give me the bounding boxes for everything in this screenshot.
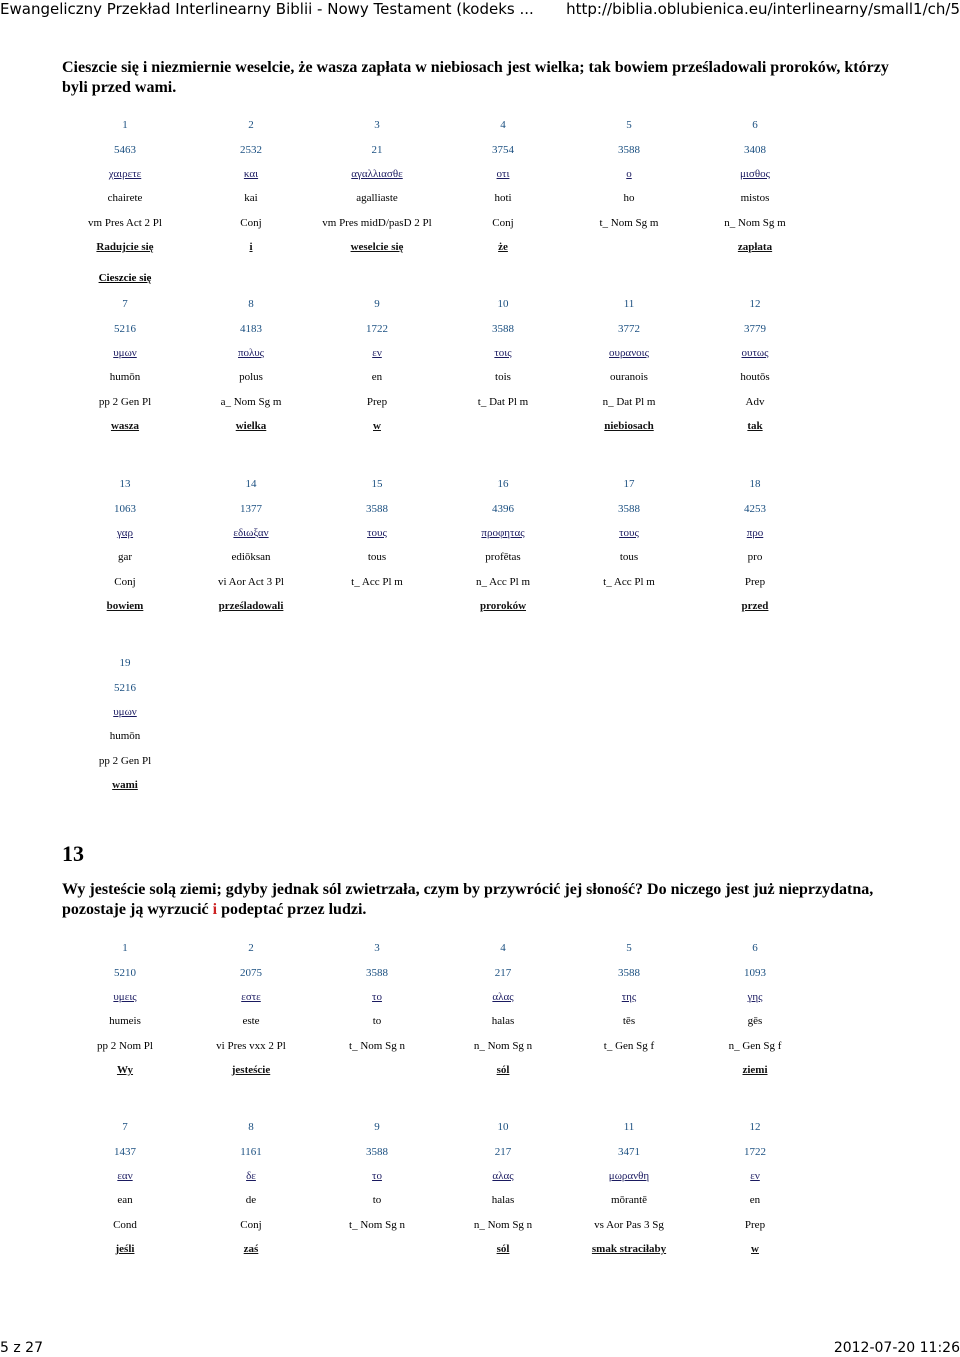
greek-word[interactable]: υμεις bbox=[113, 990, 137, 1003]
transliteration-row bbox=[62, 724, 818, 748]
polish-word[interactable]: wami bbox=[112, 779, 138, 792]
morphology-row bbox=[62, 1034, 818, 1058]
strong-number[interactable]: 3588 bbox=[618, 143, 640, 156]
word-number: 1 bbox=[122, 942, 128, 955]
transliteration: to bbox=[372, 1015, 382, 1028]
morphology: t_ Dat Pl m bbox=[477, 395, 529, 408]
transliteration: humōn bbox=[109, 371, 141, 384]
transliteration-row bbox=[62, 1188, 818, 1212]
morphology: n_ Nom Sg m bbox=[724, 216, 786, 229]
word-number: 9 bbox=[374, 1121, 380, 1134]
morphology: a_ Nom Sg m bbox=[220, 395, 282, 408]
strong-number[interactable]: 3408 bbox=[744, 143, 766, 156]
transliteration: hoti bbox=[494, 192, 512, 205]
morphology: Prep bbox=[744, 575, 766, 588]
polish-word[interactable]: zapłata bbox=[737, 241, 773, 254]
transliteration: tous bbox=[619, 551, 639, 564]
greek-word[interactable]: εδιωξαν bbox=[233, 526, 269, 539]
greek-word-row bbox=[62, 521, 818, 545]
strong-number[interactable]: 2075 bbox=[240, 966, 262, 979]
word-number: 13 bbox=[119, 478, 131, 491]
transliteration: houtōs bbox=[740, 371, 770, 384]
morphology: vm Pres Act 2 Pl bbox=[88, 216, 162, 229]
polish-word-row bbox=[62, 594, 818, 618]
greek-word[interactable]: εαν bbox=[117, 1169, 133, 1182]
word-number: 12 bbox=[749, 1121, 761, 1134]
strong-number[interactable]: 1161 bbox=[240, 1145, 262, 1158]
greek-word[interactable]: πολυς bbox=[238, 346, 264, 359]
word-number: 9 bbox=[374, 298, 380, 311]
interlinear-block bbox=[62, 472, 818, 618]
word-number: 5 bbox=[626, 119, 632, 132]
morphology: pp 2 Gen Pl bbox=[98, 754, 152, 767]
morphology: n_ Acc Pl m bbox=[475, 575, 531, 588]
polish-word[interactable]: wasza bbox=[110, 420, 140, 433]
greek-word-row bbox=[62, 162, 818, 186]
strong-number-row bbox=[62, 675, 818, 699]
greek-word[interactable]: υμων bbox=[113, 705, 137, 718]
polish-word[interactable]: wielka bbox=[235, 420, 267, 433]
polish-word[interactable]: niebiosach bbox=[604, 420, 654, 433]
polish-word-row bbox=[62, 1058, 818, 1082]
verse-number: 13 bbox=[62, 841, 84, 866]
polish-word[interactable]: w bbox=[751, 1243, 759, 1256]
word-number: 19 bbox=[119, 657, 131, 670]
word-number: 17 bbox=[623, 478, 635, 491]
strong-number[interactable]: 5210 bbox=[114, 966, 136, 979]
greek-word[interactable]: προ bbox=[746, 526, 764, 539]
greek-word[interactable]: δε bbox=[246, 1169, 256, 1182]
strong-number[interactable]: 3754 bbox=[492, 143, 514, 156]
strong-number[interactable]: 217 bbox=[494, 1145, 512, 1158]
greek-word[interactable]: προφητας bbox=[481, 526, 525, 539]
interlinear-block bbox=[62, 1115, 818, 1261]
greek-word[interactable]: τοις bbox=[494, 346, 512, 359]
word-number: 8 bbox=[248, 298, 254, 311]
transliteration: tois bbox=[495, 371, 511, 384]
word-number: 12 bbox=[749, 298, 761, 311]
verse-13-text: Wy jesteście solą ziemi; gdyby jednak sól zwietrzała, czym by przywrócić jej słoność? Do niczego jest już nieprzydatna, pozostaje ją wyrzucić i podeptać przez ludzi. bbox=[62, 881, 874, 918]
strong-number[interactable]: 3588 bbox=[366, 1145, 388, 1158]
morphology: pp 2 Nom Pl bbox=[97, 1039, 153, 1052]
transliteration: mistos bbox=[740, 192, 770, 205]
transliteration-row bbox=[62, 365, 818, 389]
word-number-row bbox=[62, 472, 818, 496]
polish-word[interactable]: smak straciłaby bbox=[591, 1243, 667, 1256]
greek-word[interactable]: εν bbox=[372, 346, 382, 359]
word-number-row bbox=[62, 292, 818, 316]
greek-word[interactable]: οτι bbox=[496, 167, 510, 180]
polish-word[interactable]: proroków bbox=[479, 600, 527, 613]
transliteration: humeis bbox=[109, 1015, 141, 1028]
greek-word[interactable]: εν bbox=[750, 1169, 760, 1182]
polish-word[interactable]: w bbox=[373, 420, 381, 433]
polish-word[interactable]: zaś bbox=[243, 1243, 259, 1256]
transliteration: to bbox=[372, 1194, 382, 1207]
word-number: 18 bbox=[749, 478, 761, 491]
strong-number[interactable]: 3588 bbox=[366, 966, 388, 979]
greek-word[interactable]: της bbox=[621, 990, 637, 1003]
strong-number[interactable]: 3779 bbox=[744, 322, 766, 335]
word-number: 3 bbox=[374, 119, 380, 132]
word-number-row bbox=[62, 1115, 818, 1139]
morphology: t_ Acc Pl m bbox=[351, 575, 403, 588]
greek-word[interactable]: αγαλλιασθε bbox=[351, 167, 403, 180]
polish-word-row bbox=[62, 414, 818, 438]
greek-word[interactable]: ο bbox=[626, 167, 632, 180]
page-number: 5 z 27 bbox=[0, 1340, 43, 1356]
morphology: t_ Acc Pl m bbox=[603, 575, 655, 588]
morphology: Cond bbox=[113, 1218, 137, 1231]
morphology: Conj bbox=[240, 1218, 262, 1231]
polish-word[interactable]: przed bbox=[741, 600, 769, 613]
transliteration: halas bbox=[491, 1194, 515, 1207]
polish-word-row bbox=[62, 1237, 818, 1261]
page-header-title: Ewangeliczny Przekład Interlinearny Biblii - Nowy Testament (kodeks ... bbox=[0, 0, 534, 18]
page-header-url[interactable]: http://biblia.oblubienica.eu/interlinearny/small1/ch/5 bbox=[566, 0, 960, 18]
strong-number[interactable]: 1722 bbox=[744, 1145, 766, 1158]
morphology-row bbox=[62, 211, 818, 235]
polish-word[interactable]: i bbox=[249, 241, 253, 254]
strong-number[interactable]: 217 bbox=[494, 966, 512, 979]
strong-number[interactable]: 1063 bbox=[114, 502, 136, 515]
word-number: 7 bbox=[122, 1121, 128, 1134]
word-number: 6 bbox=[752, 942, 758, 955]
polish-word[interactable]: weselcie się bbox=[350, 241, 404, 254]
word-number: 7 bbox=[122, 298, 128, 311]
polish-word-row bbox=[62, 235, 818, 259]
strong-number[interactable]: 5463 bbox=[114, 143, 136, 156]
strong-number[interactable]: 1722 bbox=[366, 322, 388, 335]
transliteration-row bbox=[62, 186, 818, 210]
interlinear-block bbox=[62, 651, 818, 797]
morphology: t_ Nom Sg n bbox=[349, 1218, 405, 1231]
strong-number[interactable]: 5216 bbox=[114, 322, 136, 335]
morphology: Conj bbox=[114, 575, 136, 588]
strong-number[interactable]: 21 bbox=[371, 143, 383, 156]
morphology: t_ Nom Sg m bbox=[599, 216, 659, 229]
word-number: 10 bbox=[497, 1121, 509, 1134]
polish-word[interactable]: że bbox=[498, 241, 508, 254]
morphology: vi Pres vxx 2 Pl bbox=[216, 1039, 286, 1052]
word-number: 2 bbox=[248, 942, 254, 955]
word-number: 8 bbox=[248, 1121, 254, 1134]
strong-number-row bbox=[62, 960, 818, 984]
greek-word[interactable]: αλας bbox=[492, 1169, 514, 1182]
strong-number-row bbox=[62, 137, 818, 161]
highlighted-word: i bbox=[212, 901, 218, 918]
transliteration: en bbox=[749, 1194, 761, 1207]
polish-word[interactable]: tak bbox=[747, 420, 763, 433]
transliteration: ho bbox=[623, 192, 635, 205]
morphology: Conj bbox=[492, 216, 514, 229]
strong-number[interactable]: 4253 bbox=[744, 502, 766, 515]
transliteration: pro bbox=[747, 551, 763, 564]
polish-word[interactable]: prześladowali bbox=[218, 600, 284, 613]
verse-12-text: Cieszcie się i niezmiernie weselcie, że wasza zapłata w niebiosach jest wielka; tak bowiem prześladowali proroków, którzy byli przed wami. bbox=[62, 59, 889, 96]
transliteration: este bbox=[242, 1015, 260, 1028]
greek-word[interactable]: το bbox=[372, 990, 382, 1003]
word-number: 4 bbox=[500, 942, 506, 955]
strong-number-row bbox=[62, 316, 818, 340]
morphology: vm Pres midD/pasD 2 Pl bbox=[322, 216, 432, 229]
greek-word[interactable]: μισθος bbox=[740, 167, 770, 180]
morphology: pp 2 Gen Pl bbox=[98, 395, 152, 408]
morphology: Prep bbox=[366, 395, 388, 408]
polish-extra[interactable]: Cieszcie się bbox=[98, 272, 152, 284]
strong-number[interactable]: 5216 bbox=[114, 681, 136, 694]
word-number: 10 bbox=[497, 298, 509, 311]
transliteration: humōn bbox=[109, 730, 141, 743]
strong-number[interactable]: 1437 bbox=[114, 1145, 136, 1158]
transliteration: polus bbox=[239, 371, 263, 384]
greek-word[interactable]: γαρ bbox=[116, 526, 134, 539]
transliteration: ediōksan bbox=[231, 551, 271, 564]
morphology: t_ Gen Sg f bbox=[603, 1039, 655, 1052]
greek-word[interactable]: και bbox=[243, 167, 259, 180]
morphology: vs Aor Pas 3 Sg bbox=[594, 1218, 664, 1231]
polish-word[interactable]: jeśli bbox=[115, 1243, 135, 1256]
morphology-row bbox=[62, 570, 818, 594]
polish-word[interactable]: ziemi bbox=[742, 1064, 768, 1077]
polish-word[interactable]: sól bbox=[496, 1243, 510, 1256]
word-number: 14 bbox=[245, 478, 257, 491]
morphology: vi Aor Act 3 Pl bbox=[217, 575, 284, 588]
greek-word-row bbox=[62, 1164, 818, 1188]
greek-word[interactable]: χαιρετε bbox=[108, 167, 142, 180]
greek-word[interactable]: το bbox=[372, 1169, 382, 1182]
strong-number[interactable]: 3772 bbox=[618, 322, 640, 335]
transliteration: de bbox=[245, 1194, 257, 1207]
strong-number[interactable]: 3588 bbox=[618, 502, 640, 515]
word-number-row bbox=[62, 651, 818, 675]
strong-number[interactable]: 4396 bbox=[492, 502, 514, 515]
word-number: 11 bbox=[623, 298, 635, 311]
greek-word[interactable]: εστε bbox=[241, 990, 261, 1003]
interlinear-block bbox=[62, 113, 818, 259]
interlinear-block bbox=[62, 292, 818, 438]
transliteration: gar bbox=[117, 551, 133, 564]
strong-number[interactable]: 3588 bbox=[618, 966, 640, 979]
greek-word-row bbox=[62, 985, 818, 1009]
word-number: 2 bbox=[248, 119, 254, 132]
transliteration: ouranois bbox=[610, 371, 648, 384]
word-number: 5 bbox=[626, 942, 632, 955]
print-datetime: 2012-07-20 11:26 bbox=[833, 1340, 960, 1356]
greek-word-row bbox=[62, 700, 818, 724]
strong-number[interactable]: 2532 bbox=[240, 143, 262, 156]
word-number: 16 bbox=[497, 478, 509, 491]
morphology-row bbox=[62, 390, 818, 414]
greek-word[interactable]: τους bbox=[619, 526, 639, 539]
strong-number-row bbox=[62, 1139, 818, 1163]
morphology: n_ Nom Sg n bbox=[473, 1218, 533, 1231]
word-number: 15 bbox=[371, 478, 383, 491]
morphology-row bbox=[62, 749, 818, 773]
greek-word[interactable]: μωρανθη bbox=[608, 1169, 650, 1182]
strong-number[interactable]: 3471 bbox=[618, 1145, 640, 1158]
transliteration: mōrantē bbox=[610, 1194, 648, 1207]
transliteration: ean bbox=[117, 1194, 133, 1207]
strong-number[interactable]: 1377 bbox=[240, 502, 262, 515]
strong-number-row bbox=[62, 496, 818, 520]
transliteration: profētas bbox=[485, 551, 521, 564]
polish-word[interactable]: Wy bbox=[116, 1064, 134, 1077]
transliteration-row bbox=[62, 1009, 818, 1033]
transliteration: tous bbox=[367, 551, 387, 564]
polish-word[interactable]: jesteście bbox=[231, 1064, 271, 1077]
morphology: Conj bbox=[240, 216, 262, 229]
greek-word[interactable]: υμων bbox=[113, 346, 137, 359]
strong-number[interactable]: 1093 bbox=[744, 966, 766, 979]
polish-word[interactable]: Radujcie się bbox=[96, 241, 154, 254]
greek-word[interactable]: αλας bbox=[492, 990, 514, 1003]
morphology: n_ Nom Sg n bbox=[473, 1039, 533, 1052]
transliteration: gēs bbox=[747, 1015, 763, 1028]
polish-word[interactable]: sól bbox=[496, 1064, 510, 1077]
strong-number[interactable]: 4183 bbox=[240, 322, 262, 335]
polish-word-row bbox=[62, 773, 818, 797]
interlinear-block bbox=[62, 936, 818, 1082]
greek-word[interactable]: τους bbox=[367, 526, 387, 539]
word-number: 1 bbox=[122, 119, 128, 132]
greek-word[interactable]: ουρανοις bbox=[609, 346, 649, 359]
morphology: n_ Dat Pl m bbox=[602, 395, 656, 408]
transliteration: halas bbox=[491, 1015, 515, 1028]
transliteration: tēs bbox=[622, 1015, 636, 1028]
polish-word[interactable]: bowiem bbox=[106, 600, 144, 613]
greek-word-row bbox=[62, 341, 818, 365]
transliteration-row bbox=[62, 545, 818, 569]
strong-number[interactable]: 3588 bbox=[366, 502, 388, 515]
word-number: 11 bbox=[623, 1121, 635, 1134]
morphology: n_ Gen Sg f bbox=[728, 1039, 782, 1052]
transliteration: kai bbox=[244, 192, 258, 205]
transliteration: agalliaste bbox=[356, 192, 398, 205]
morphology: Prep bbox=[744, 1218, 766, 1231]
strong-number[interactable]: 3588 bbox=[492, 322, 514, 335]
word-number-row bbox=[62, 113, 818, 137]
transliteration: en bbox=[371, 371, 383, 384]
transliteration: chairete bbox=[107, 192, 143, 205]
greek-word[interactable]: γης bbox=[747, 990, 763, 1003]
word-number: 4 bbox=[500, 119, 506, 132]
greek-word[interactable]: ουτως bbox=[741, 346, 769, 359]
word-number: 3 bbox=[374, 942, 380, 955]
morphology-row bbox=[62, 1213, 818, 1237]
morphology: Adv bbox=[745, 395, 765, 408]
word-number: 6 bbox=[752, 119, 758, 132]
morphology: t_ Nom Sg n bbox=[349, 1039, 405, 1052]
word-number-row bbox=[62, 936, 818, 960]
